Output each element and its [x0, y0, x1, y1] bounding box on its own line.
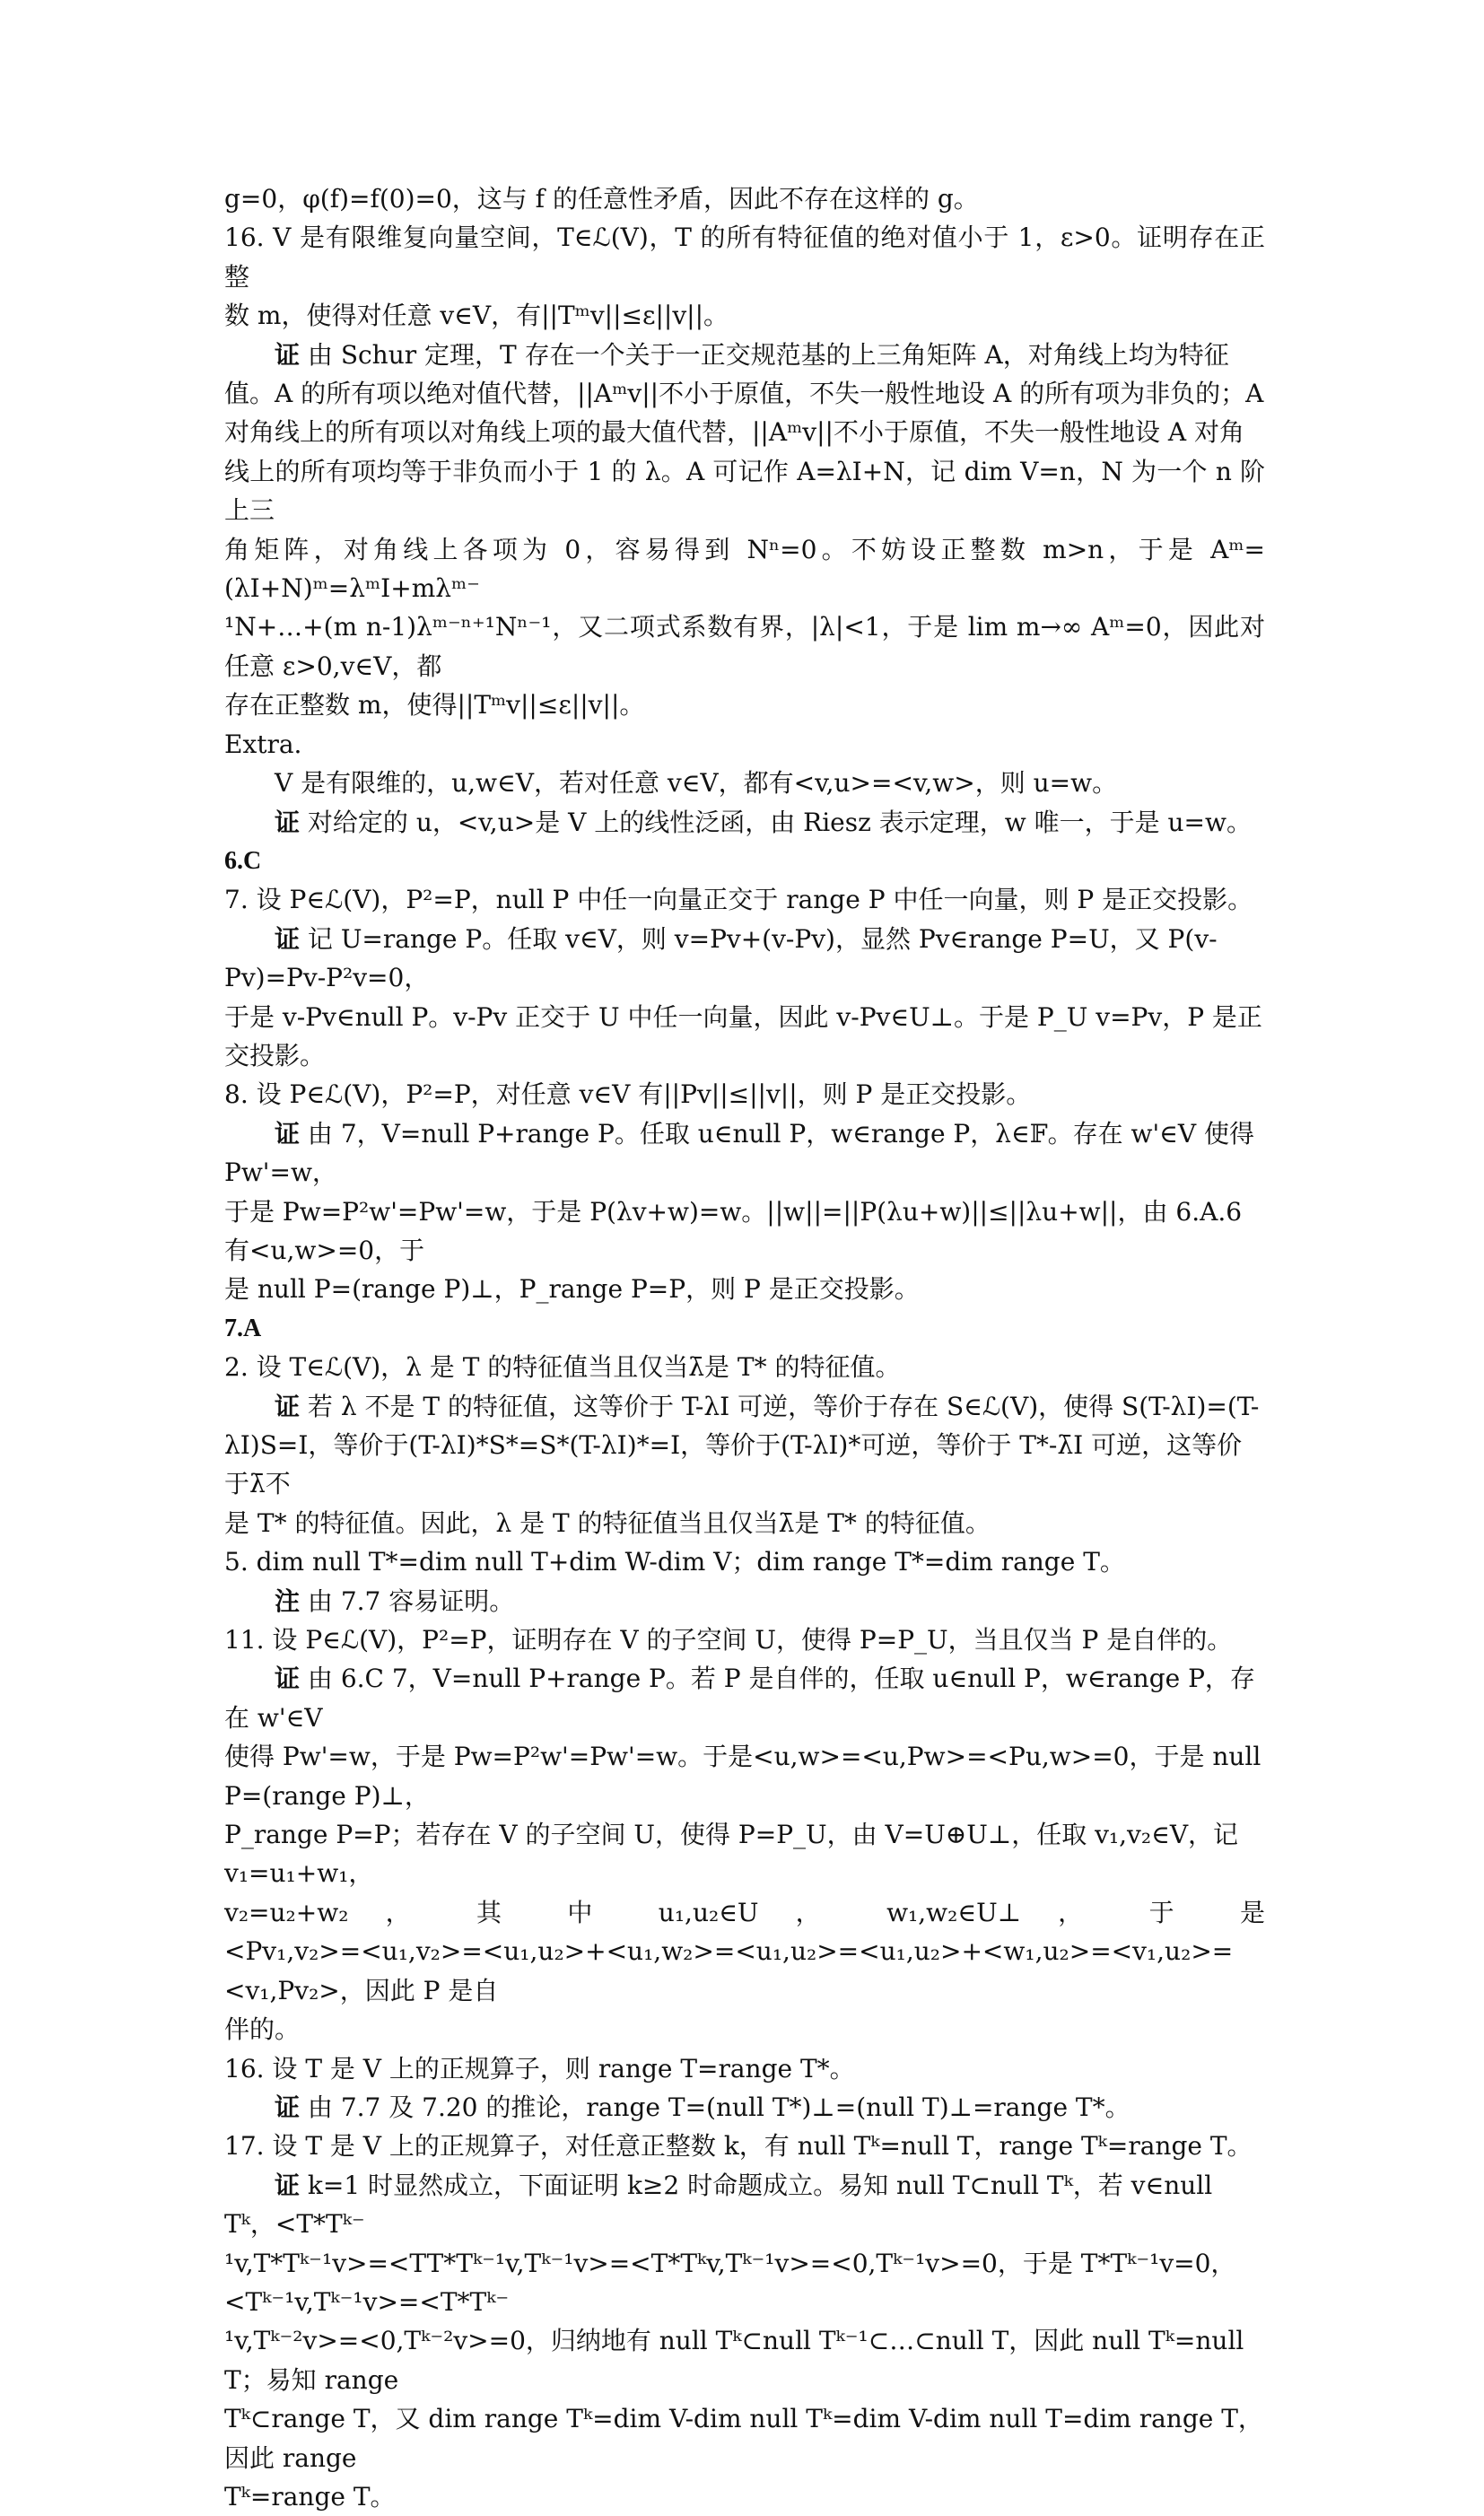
proof-label: 证	[275, 339, 301, 370]
proof-label: 证	[275, 1391, 301, 1421]
extra-heading: Extra.	[224, 729, 302, 759]
note-label: 注	[275, 1586, 301, 1616]
text-line: g=0，φ(f)=f(0)=0，这与 f 的任意性矛盾，因此不存在这样的 g。	[224, 184, 979, 214]
problem-statement: 5. dim null T*=dim null T+dim W-dim V；dim range T*=dim range T。	[224, 1547, 1125, 1577]
proof-line	[224, 803, 1265, 842]
proof-line	[224, 1114, 1265, 1192]
text-line: 存在正整数 m，使得||Tᵐv||≤ε||v||。	[224, 690, 645, 721]
proof-label: 证	[275, 2092, 301, 2122]
problem-statement: 11. 设 P∈ℒ(V)，P²=P，证明存在 V 的子空间 U，使得 P=P_U，当且仅当 P 是自伴的。	[224, 1625, 1233, 1655]
text-line: 伴的。	[224, 2014, 301, 2045]
text-line: 数 m，使得对任意 v∈V，有||Tᵐv||≤ε||v||。	[224, 301, 729, 331]
text-line: P_range P=P；若存在 V 的子空间 U，使得 P=P_U，由 V=U⊕U⊥，任取 v₁,v₂∈V，记 v₁=u₁+w₁，	[224, 1820, 1239, 1889]
problem-statement: 8. 设 P∈ℒ(V)，P²=P，对任意 v∈V 有||Pv||≤||v||，则 P 是正交投影。	[224, 1079, 1032, 1110]
text-line-spread: v₂=u₂+w₂ ， 其 中 u₁,u₂∈U ， w₁,w₂∈U⊥ ， 于 是	[224, 1897, 1265, 1927]
problem-statement: 16. V 是有限维复向量空间，T∈ℒ(V)，T 的所有特征值的绝对值小于 1，ε>0。证明存在正整	[224, 223, 1265, 292]
proof-text: 对给定的 u，<v,u>是 V 上的线性泛函，由 Riesz 表示定理，w 唯一，于是 u=w。	[300, 807, 1252, 837]
text-line: λI)S=I，等价于(T-λI)*S*=S*(T-λI)*=I，等价于(T-λI)*可逆，等价于 T*-λ̄I 可逆，这等价于λ̄不	[224, 1430, 1243, 1499]
text-line: 对角线上的所有项以对角线上项的最大值代替，||Aᵐv||不小于原值，不失一般性地设 A 对角	[224, 417, 1244, 448]
text-line: Tᵏ⊂range T，又 dim range Tᵏ=dim V-dim null Tᵏ=dim V-dim null T=dim range T，因此 range	[224, 2404, 1263, 2473]
problem-statement: 7. 设 P∈ℒ(V)，P²=P，null P 中任一向量正交于 range P 中任一向量，则 P 是正交投影。	[224, 885, 1253, 915]
text-line: 于是 Pw=P²w'=Pw'=w，于是 P(λv+w)=w。||w||=||P(λu+w)||≤||λu+w||，由 6.A.6 有<u,w>=0，于	[224, 1196, 1243, 1265]
text-line: 是 null P=(range P)⊥，P_range P=P，则 P 是正交投影。	[224, 1274, 920, 1305]
problem-statement: 16. 设 T 是 V 上的正规算子，则 range T=range T*。	[224, 2053, 855, 2084]
text-line: 角矩阵，对角线上各项为 0，容易得到 Nⁿ=0。不妨设正整数 m>n，于是 Aᵐ=(λI+N)ᵐ=λᵐI+mλᵐ⁻	[224, 534, 1265, 604]
text-line: 是 T* 的特征值。因此，λ 是 T 的特征值当且仅当λ̄是 T* 的特征值。	[224, 1507, 991, 1538]
document-body	[224, 179, 1265, 2516]
problem-statement: 2. 设 T∈ℒ(V)，λ 是 T 的特征值当且仅当λ̄是 T* 的特征值。	[224, 1352, 901, 1383]
proof-text: 由 6.C 7，V=null P+range P。若 P 是自伴的，任取 u∈null P，w∈range P，存在 w'∈V	[224, 1664, 1255, 1733]
proof-label: 证	[275, 1664, 301, 1694]
proof-line	[224, 336, 1265, 374]
proof-label: 证	[275, 923, 301, 954]
proof-line	[224, 920, 1265, 998]
proof-label: 证	[275, 807, 301, 837]
proof-line	[224, 1387, 1265, 1426]
problem-statement: 17. 设 T 是 V 上的正规算子，对任意正整数 k，有 null Tᵏ=null T，range Tᵏ=range T。	[224, 2131, 1253, 2162]
text-line: ¹v,T*Tᵏ⁻¹v>=<TT*Tᵏ⁻¹v,Tᵏ⁻¹v>=<T*Tᵏv,Tᵏ⁻¹v>=<0,Tᵏ⁻¹v>=0，于是 T*Tᵏ⁻¹v=0，<Tᵏ⁻¹v,Tᵏ⁻¹v>=<T*Tᵏ⁻	[224, 2248, 1236, 2317]
proof-label: 证	[275, 2170, 301, 2200]
proof-text: 由 7.7 及 7.20 的推论，range T=(null T*)⊥=(null T)⊥=range T*。	[300, 2092, 1130, 2122]
note-text: 由 7.7 容易证明。	[300, 1586, 515, 1616]
proof-line	[224, 1659, 1265, 1737]
proof-text: 由 7，V=null P+range P。任取 u∈null P，w∈range P，λ∈𝔽。存在 w'∈V 使得 Pw'=w，	[224, 1118, 1255, 1188]
proof-line	[224, 2088, 1265, 2127]
section-heading: 7.A	[224, 1314, 262, 1342]
text-line-formula: ¹N+…+(m n-1)λᵐ⁻ⁿ⁺¹Nⁿ⁻¹，又二项式系数有界，|λ|<1，于是 lim m→∞ Aᵐ=0，因此对任意 ε>0,v∈V，都	[224, 612, 1265, 681]
section-heading: 6.C	[224, 846, 262, 875]
note-line	[224, 1582, 1265, 1621]
proof-text: 由 Schur 定理，T 存在一个关于一正交规范基的上三角矩阵 A，对角线上均为特征	[300, 339, 1229, 370]
text-line: 线上的所有项均等于非负而小于 1 的 λ。A 可记作 A=λI+N，记 dim V=n，N 为一个 n 阶上三	[224, 456, 1265, 526]
text-line: Tᵏ=range T。	[224, 2481, 396, 2512]
proof-text: 记 U=range P。任取 v∈V，则 v=Pv+(v-Pv)，显然 Pv∈range P=U，又 P(v-Pv)=Pv-P²v=0，	[224, 923, 1218, 993]
proof-label: 证	[275, 1118, 301, 1149]
proof-text: k=1 时显然成立，下面证明 k≥2 时命题成立。易知 null T⊂null Tᵏ，若 v∈null Tᵏ，<T*Tᵏ⁻	[224, 2170, 1213, 2240]
text-line: 使得 Pw'=w，于是 Pw=P²w'=Pw'=w。于是<u,w>=<u,Pw>=<Pu,w>=0，于是 null P=(range P)⊥，	[224, 1742, 1261, 1811]
text-line: <Pv₁,v₂>=<u₁,v₂>=<u₁,u₂>+<u₁,w₂>=<u₁,u₂>=<u₁,u₂>+<w₁,u₂>=<v₁,u₂>=<v₁,Pv₂>，因此 P 是自	[224, 1936, 1234, 2005]
text-line: 值。A 的所有项以绝对值代替，||Aᵐv||不小于原值，不失一般性地设 A 的所有项为非负的；A	[224, 379, 1264, 409]
proof-line	[224, 2166, 1265, 2244]
proof-text: 若 λ 不是 T 的特征值，这等价于 T-λI 可逆，等价于存在 S∈ℒ(V)，使得 S(T-λI)=(T-	[300, 1391, 1260, 1421]
problem-statement: V 是有限维的，u,w∈V，若对任意 v∈V，都有<v,u>=<v,w>，则 u=w。	[275, 768, 1118, 799]
text-line: 于是 v-Pv∈null P。v-Pv 正交于 U 中任一向量，因此 v-Pv∈U⊥。于是 P_U v=Pv，P 是正交投影。	[224, 1001, 1262, 1070]
text-line: ¹v,Tᵏ⁻²v>=<0,Tᵏ⁻²v>=0，归纳地有 null Tᵏ⊂null Tᵏ⁻¹⊂…⊂null T，因此 null Tᵏ=null T；易知 range	[224, 2326, 1244, 2395]
